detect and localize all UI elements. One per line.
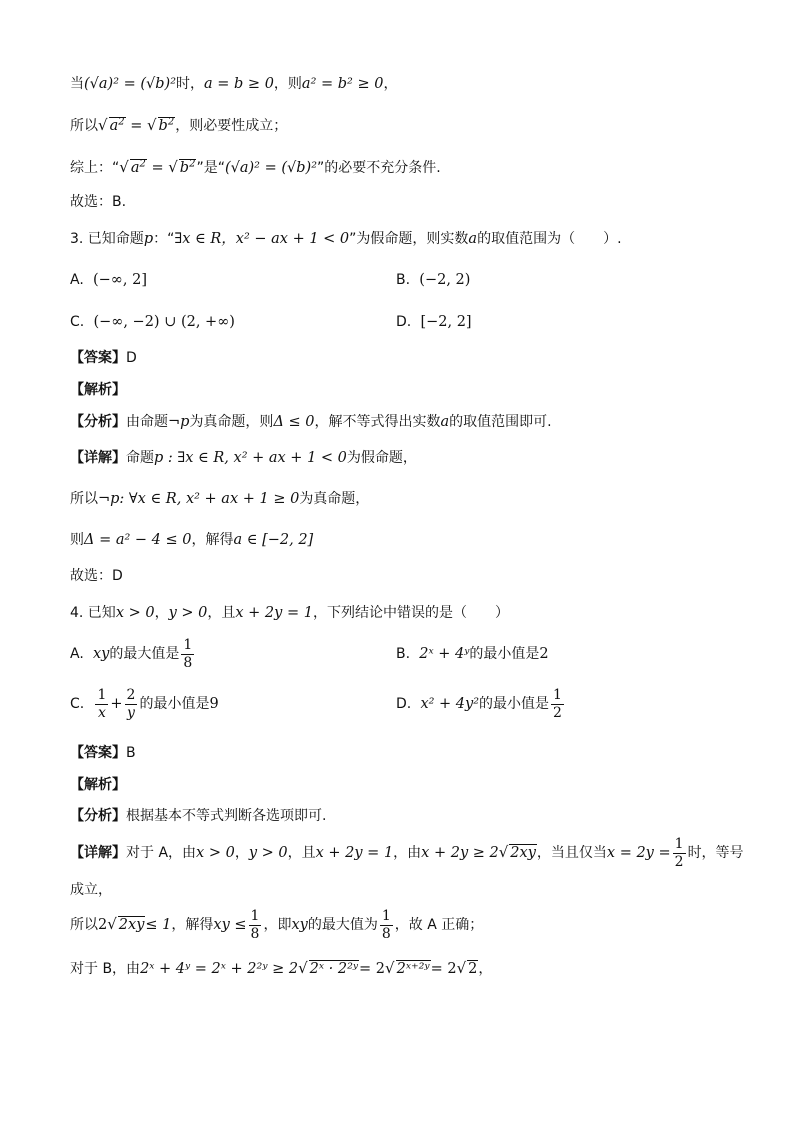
option-label: B. <box>396 646 411 662</box>
math-expr: x + 2y ≥ 2 <box>421 845 499 861</box>
option-label: A. <box>70 646 84 662</box>
math-expr: y > 0 <box>248 845 288 861</box>
sqrt-b2: $b^2$ <box>158 116 175 134</box>
text: 为真命题， <box>299 491 370 507</box>
q3-xiangjie-1 <box>70 448 417 468</box>
q4-stem <box>70 603 509 623</box>
math-expr: ≤ 1 <box>145 917 172 933</box>
sqrt-symbol: √ <box>107 915 117 933</box>
math-expr: ∃x ∈ R，x² − ax + 1 < 0 <box>174 231 350 247</box>
text: ， <box>234 845 249 861</box>
sqrt-symbol: √ <box>119 158 129 176</box>
sqrt-symbol: √ <box>98 116 108 134</box>
sqrt-radicand: 2ˣ⁺²ʸ <box>396 961 430 977</box>
q4-option-b <box>396 644 549 664</box>
math-expr: 2ˣ + 4ʸ <box>419 646 470 662</box>
text: 为真命题，则 <box>189 414 274 430</box>
text: 时， <box>176 76 205 92</box>
q4-analysis-tag <box>70 775 126 795</box>
math-expr: xy <box>291 917 308 933</box>
text: ， <box>478 961 493 977</box>
text: 的最大值为 <box>307 917 378 933</box>
math-expr: x = 2y = <box>606 845 671 861</box>
text: 4. 已知 <box>70 605 116 621</box>
q4-option-c <box>70 686 219 722</box>
math-expr: 2ˣ + 4ʸ = 2ˣ + 2²ʸ ≥ 2 <box>140 961 299 977</box>
sqrt-radicand: 2xy <box>118 917 145 933</box>
fenxi-tag: 【分析】 <box>70 808 126 824</box>
math-expr: [−2, 2] <box>420 314 472 330</box>
text: 根据基本不等式判断各选项即可. <box>126 808 327 824</box>
q3-stem <box>70 229 622 249</box>
q4-option-a <box>70 636 196 672</box>
line-when-condition <box>70 74 397 94</box>
text: 成立， <box>70 882 112 898</box>
fraction <box>95 687 108 722</box>
option-label: C. <box>70 314 85 330</box>
frac-den: 8 <box>183 654 193 671</box>
text: 的取值范围为（ ）. <box>477 231 622 247</box>
answer-value: B <box>126 745 136 761</box>
text: 当 <box>70 76 84 92</box>
math-expr: p : ∃x ∈ R, x² + ax + 1 < 0 <box>154 450 347 466</box>
math-expr: (−2, 2) <box>419 272 471 288</box>
sqrt-symbol: √ <box>456 959 467 977</box>
q3-option-c <box>70 312 235 332</box>
sqrt-a2: $a^2$ <box>130 158 146 176</box>
text: 时，等号 <box>687 845 744 861</box>
frac-num: 1 <box>674 835 684 852</box>
frac-num: 1 <box>183 636 193 653</box>
math-expr: = 2 <box>359 961 386 977</box>
frac-num: 1 <box>381 907 391 924</box>
text: ”为假命题，则实数 <box>349 231 469 247</box>
math-expr: 2 <box>98 917 108 933</box>
sqrt-a2: $a^2$ <box>109 116 125 134</box>
math-expr: ¬p <box>168 414 190 430</box>
math-expr: a ∈ [−2, 2] <box>233 532 314 548</box>
text: 的最大值是 <box>109 646 180 662</box>
math-expr: a = b ≥ 0 <box>204 76 274 92</box>
fraction <box>125 687 138 722</box>
text: 对于 B，由 <box>70 961 141 977</box>
text: ，则必要性成立； <box>175 118 288 134</box>
text: 命题 <box>126 450 154 466</box>
text: ， <box>383 76 398 92</box>
frac-den: 2 <box>674 853 684 870</box>
option-label: A. <box>70 272 84 288</box>
text: ，即 <box>263 917 292 933</box>
line-necessity: 所以√ $a^2$ = √ $b^2$，则必要性成立； <box>70 116 288 134</box>
math-expr: 2 <box>539 646 549 662</box>
frac-den: 2 <box>553 704 562 721</box>
sqrt-symbol: √ <box>385 959 395 977</box>
math-expr: a² = b² ≥ 0 <box>301 76 384 92</box>
math-expr: (−∞, 2] <box>93 272 147 288</box>
text: ， <box>154 605 169 621</box>
frac-num: 1 <box>97 686 107 703</box>
math-expr: y > 0 <box>168 605 208 621</box>
math-expr: 9 <box>209 696 219 712</box>
q4-fenxi <box>70 806 326 826</box>
frac-den: 8 <box>250 925 260 942</box>
text: 的最小值是 <box>139 696 210 712</box>
fraction <box>673 836 686 871</box>
math-expr: Δ = a² − 4 ≤ 0 <box>84 532 192 548</box>
math-expr: ¬p: ∀x ∈ R, x² + ax + 1 ≥ 0 <box>98 491 300 507</box>
text: 由命题 <box>126 414 168 430</box>
xiangjie-tag: 【详解】 <box>70 845 126 861</box>
q3-xiangjie-2 <box>70 489 369 509</box>
frac-den: y <box>127 704 135 721</box>
text: 所以 <box>70 491 98 507</box>
frac-den: 8 <box>381 925 391 942</box>
math-expr: x + 2y = 1 <box>235 605 313 621</box>
q3-option-a <box>70 270 147 290</box>
frac-num: 1 <box>250 907 260 924</box>
text: 3. 已知命题 <box>70 231 144 247</box>
q3-answer <box>70 348 137 368</box>
q4-option-d <box>396 686 566 722</box>
text: 故选：B. <box>70 194 127 210</box>
frac-num: 1 <box>553 686 562 703</box>
option-label: C. <box>70 696 85 712</box>
fraction <box>551 687 564 722</box>
math-expr: x² + 4y² <box>420 696 480 712</box>
q4-xiangjie-3 <box>70 906 483 943</box>
q3-xiangjie-3 <box>70 530 313 550</box>
option-label: B. <box>396 272 411 288</box>
sqrt-radicand: 2ˣ · 2²ʸ <box>309 961 359 977</box>
option-label: D. <box>396 696 412 712</box>
q4-xiangjie-4 <box>70 958 492 979</box>
text: 综上：“ <box>70 160 120 176</box>
math-expr: Δ ≤ 0 <box>273 414 315 430</box>
math-expr: (−∞, −2) ∪ (2, +∞) <box>93 314 235 330</box>
text: ，故 A 正确； <box>394 917 484 933</box>
text: ”是“ <box>196 160 225 176</box>
text: 所以 <box>70 118 98 134</box>
sqrt-b2: $b^2$ <box>179 158 196 176</box>
text: 所以 <box>70 917 98 933</box>
frac-den: x <box>97 704 106 721</box>
math-expr: x > 0 <box>115 605 155 621</box>
math-expr: xy <box>93 646 110 662</box>
q4-xiangjie-2 <box>70 880 112 900</box>
math-expr: xy ≤ <box>213 917 247 933</box>
text: 为假命题， <box>346 450 417 466</box>
text: ，由 <box>393 845 422 861</box>
q4-answer <box>70 743 136 763</box>
sqrt-symbol: √ <box>498 843 509 861</box>
math-expr: x > 0 <box>196 845 235 861</box>
math-expr: (√a)² = (√b)² <box>224 160 318 176</box>
text: ，且 <box>287 845 316 861</box>
fraction <box>181 637 194 672</box>
analysis-tag: 【解析】 <box>70 777 126 793</box>
sqrt-symbol: √ <box>168 158 178 176</box>
text: ，下列结论中错误的是（ ） <box>312 605 509 621</box>
answer-value: D <box>126 350 137 366</box>
fraction <box>249 908 262 943</box>
line-choose-b <box>70 192 126 212</box>
math-expr: + <box>110 696 123 712</box>
q3-analysis-tag <box>70 380 126 400</box>
fenxi-tag: 【分析】 <box>70 414 126 430</box>
sqrt-radicand: 2xy <box>510 845 536 861</box>
option-label: D. <box>396 314 412 330</box>
text: ，且 <box>207 605 236 621</box>
math-expr: a <box>440 414 450 430</box>
text: 对于 A，由 <box>126 845 197 861</box>
q3-fenxi <box>70 412 552 432</box>
sqrt-radicand: 2 <box>468 961 478 977</box>
math-expr: (√a)² = (√b)² <box>84 76 177 92</box>
answer-tag: 【答案】 <box>70 745 126 761</box>
text: ，解得 <box>191 532 234 548</box>
q3-option-d <box>396 312 472 332</box>
text: 的最小值是 <box>469 646 540 662</box>
q3-option-b <box>396 270 470 290</box>
math-expr: x + 2y = 1 <box>315 845 394 861</box>
text: 故选：D <box>70 568 123 584</box>
text: ，当且仅当 <box>536 845 607 861</box>
text: 的取值范围即可. <box>449 414 552 430</box>
text: ，解不等式得出实数 <box>314 414 441 430</box>
analysis-tag: 【解析】 <box>70 382 126 398</box>
text: 则 <box>70 532 84 548</box>
answer-tag: 【答案】 <box>70 350 126 366</box>
math-expr: a <box>468 231 478 247</box>
text: ，解得 <box>171 917 214 933</box>
text: 的最小值是 <box>479 696 550 712</box>
math-expr: = 2 <box>430 961 457 977</box>
sqrt-symbol: √ <box>146 116 157 134</box>
line-summary: 综上：“√ $a^2$ = √ $b^2$”是“(√a)² = (√b)²”的必要不充分条件. <box>70 158 441 176</box>
sqrt-symbol: √ <box>298 959 308 977</box>
text: ：“ <box>153 231 175 247</box>
xiangjie-tag: 【详解】 <box>70 450 126 466</box>
q4-xiangjie-1 <box>70 834 744 871</box>
math-expr: p <box>143 231 154 247</box>
text: ，则 <box>273 76 302 92</box>
frac-num: 2 <box>126 686 136 703</box>
text: ”的必要不充分条件. <box>317 160 441 176</box>
fraction <box>380 908 393 943</box>
q3-choose-d <box>70 566 123 586</box>
